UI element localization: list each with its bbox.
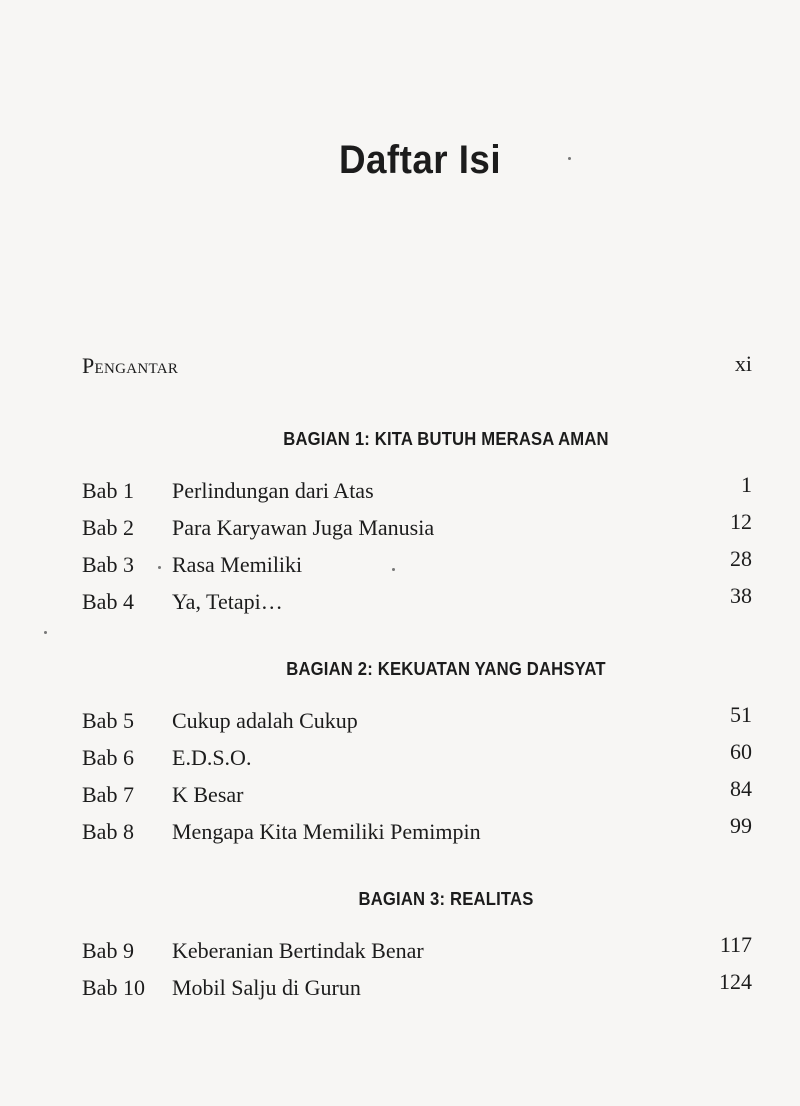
chapter-list (82, 472, 752, 626)
chapter-row (82, 776, 752, 819)
chapter-page-number: 12 (730, 509, 752, 534)
chapter-title: Keberanian Bertindak Benar (172, 938, 424, 963)
chapter-title: Ya, Tetapi… (172, 589, 283, 614)
chapter-page-number: 60 (730, 739, 752, 764)
chapter-number: Bab 4 (82, 589, 134, 614)
chapter-title: Rasa Memiliki (172, 552, 303, 577)
chapter-list (82, 702, 752, 856)
chapter-row (82, 813, 752, 856)
chapter-title: Mengapa Kita Memiliki Pemimpin (172, 819, 481, 844)
paper-speck (392, 568, 395, 571)
section-bagian-3 (82, 886, 752, 1012)
chapter-row (82, 583, 752, 626)
chapter-title: Mobil Salju di Gurun (172, 975, 361, 1000)
chapter-title: Cukup adalah Cukup (172, 708, 358, 733)
chapter-title: E.D.S.O. (172, 745, 252, 770)
chapter-number: Bab 10 (82, 975, 145, 1000)
pengantar-row (82, 353, 752, 383)
chapter-number: Bab 9 (82, 938, 134, 963)
chapter-row (82, 546, 752, 589)
chapter-row (82, 969, 752, 1012)
chapter-number: Bab 7 (82, 782, 134, 807)
section-bagian-1 (82, 426, 752, 626)
chapter-row (82, 932, 752, 975)
section-heading: BAGIAN 3: REALITAS (358, 888, 534, 909)
chapter-row (82, 509, 752, 552)
chapter-number: Bab 1 (82, 478, 134, 503)
section-bagian-2 (82, 656, 752, 856)
chapter-number: Bab 6 (82, 745, 134, 770)
chapter-row (82, 472, 752, 515)
chapter-page-number: 28 (730, 546, 752, 571)
pengantar-label: Pengantar (82, 353, 179, 378)
chapter-title: K Besar (172, 782, 244, 807)
chapter-number: Bab 5 (82, 708, 134, 733)
paper-speck (44, 631, 47, 634)
chapter-page-number: 1 (741, 472, 752, 497)
pengantar-page-number: xi (734, 351, 752, 376)
chapter-list (82, 932, 752, 1012)
chapter-page-number: 99 (730, 813, 752, 838)
chapter-page-number: 38 (730, 583, 752, 608)
chapter-page-number: 51 (730, 702, 752, 727)
chapter-title: Perlindungan dari Atas (172, 478, 374, 503)
paper-speck (158, 566, 161, 569)
chapter-page-number: 84 (730, 776, 752, 801)
chapter-page-number: 124 (719, 969, 752, 994)
paper-speck (568, 157, 571, 160)
chapter-page-number: 117 (719, 932, 752, 957)
section-heading: BAGIAN 2: KEKUATAN YANG DAHSYAT (286, 658, 606, 679)
chapter-title: Para Karyawan Juga Manusia (172, 515, 435, 540)
chapter-row (82, 739, 752, 782)
chapter-number: Bab 8 (82, 819, 134, 844)
chapter-row (82, 702, 752, 745)
chapter-number: Bab 3 (82, 552, 134, 577)
chapter-number: Bab 2 (82, 515, 134, 540)
page-title: Daftar Isi (338, 138, 502, 182)
section-heading: BAGIAN 1: KITA BUTUH MERASA AMAN (283, 428, 609, 449)
